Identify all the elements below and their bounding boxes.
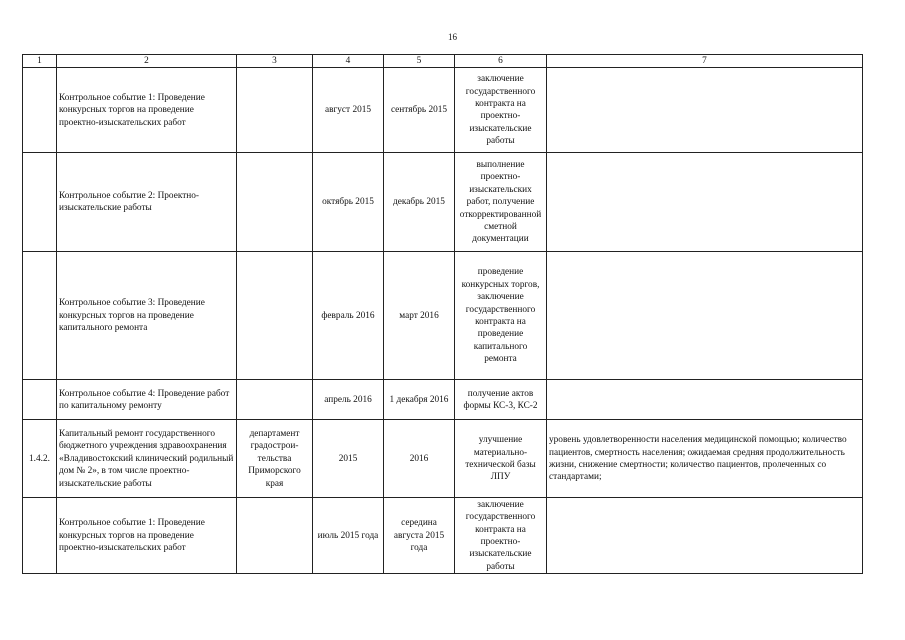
expected-result: получение актов формы КС-3, КС-2: [455, 380, 547, 420]
event-name: Контрольное событие 1: Проведение конкурсных торгов на проведение проектно-изыскательских работ: [57, 498, 237, 574]
start-date: июль 2015 года: [313, 498, 384, 574]
row-number: [23, 498, 57, 574]
expected-result: улучшение материально-технической базы ЛПУ: [455, 420, 547, 498]
table-row: [23, 68, 863, 153]
indicators: [547, 380, 863, 420]
table-row: [23, 252, 863, 380]
executor: [237, 498, 313, 574]
executor: [237, 252, 313, 380]
end-date: март 2016: [384, 252, 455, 380]
table-row: [23, 153, 863, 252]
indicators: [547, 153, 863, 252]
table-row: [23, 498, 863, 574]
executor: [237, 380, 313, 420]
table-row: [23, 380, 863, 420]
column-number: 4: [313, 55, 384, 68]
start-date: август 2015: [313, 68, 384, 153]
start-date: октябрь 2015: [313, 153, 384, 252]
executor: [237, 153, 313, 252]
start-date: 2015: [313, 420, 384, 498]
expected-result: заключение государственного контракта на проектно-изыскательские работы: [455, 498, 547, 574]
end-date: декабрь 2015: [384, 153, 455, 252]
row-number: [23, 380, 57, 420]
event-name: Капитальный ремонт государственного бюджетного учреждения здравоохранения «Владивостокский клинический родильный дом № 2», в том числе проектно-изыскательские работы: [57, 420, 237, 498]
column-number: 7: [547, 55, 863, 68]
start-date: февраль 2016: [313, 252, 384, 380]
indicators: уровень удовлетворенности населения медицинской помощью; количество пациентов, смертность населения; ожидаемая средняя продолжительность жизни, снижение смертности; количество пациентов, пролеченных со стандартами;: [547, 420, 863, 498]
event-name: Контрольное событие 4: Проведение работ по капитальному ремонту: [57, 380, 237, 420]
event-name: Контрольное событие 1: Проведение конкурсных торгов на проведение проектно-изыскательских работ: [57, 68, 237, 153]
column-number-row: [23, 55, 863, 68]
plan-table: [22, 54, 863, 574]
expected-result: заключение государственного контракта на проектно-изыскательские работы: [455, 68, 547, 153]
end-date: 2016: [384, 420, 455, 498]
start-date: апрель 2016: [313, 380, 384, 420]
event-name: Контрольное событие 3: Проведение конкурсных торгов на проведение капитального ремонта: [57, 252, 237, 380]
indicators: [547, 498, 863, 574]
row-number: [23, 68, 57, 153]
page-number: 16: [448, 32, 457, 42]
indicators: [547, 252, 863, 380]
column-number: 6: [455, 55, 547, 68]
end-date: сентябрь 2015: [384, 68, 455, 153]
executor: департамент градострои-тельства Приморского края: [237, 420, 313, 498]
end-date: середина августа 2015 года: [384, 498, 455, 574]
row-number: [23, 153, 57, 252]
expected-result: проведение конкурсных торгов, заключение государственного контракта на проведение капитального ремонта: [455, 252, 547, 380]
column-number: 1: [23, 55, 57, 68]
event-name: Контрольное событие 2: Проектно-изыскательские работы: [57, 153, 237, 252]
indicators: [547, 68, 863, 153]
expected-result: выполнение проектно-изыскательских работ, получение откорректированной сметной документации: [455, 153, 547, 252]
row-number: 1.4.2.: [23, 420, 57, 498]
column-number: 2: [57, 55, 237, 68]
end-date: 1 декабря 2016: [384, 380, 455, 420]
column-number: 5: [384, 55, 455, 68]
table-row: [23, 420, 863, 498]
executor: [237, 68, 313, 153]
column-number: 3: [237, 55, 313, 68]
row-number: [23, 252, 57, 380]
